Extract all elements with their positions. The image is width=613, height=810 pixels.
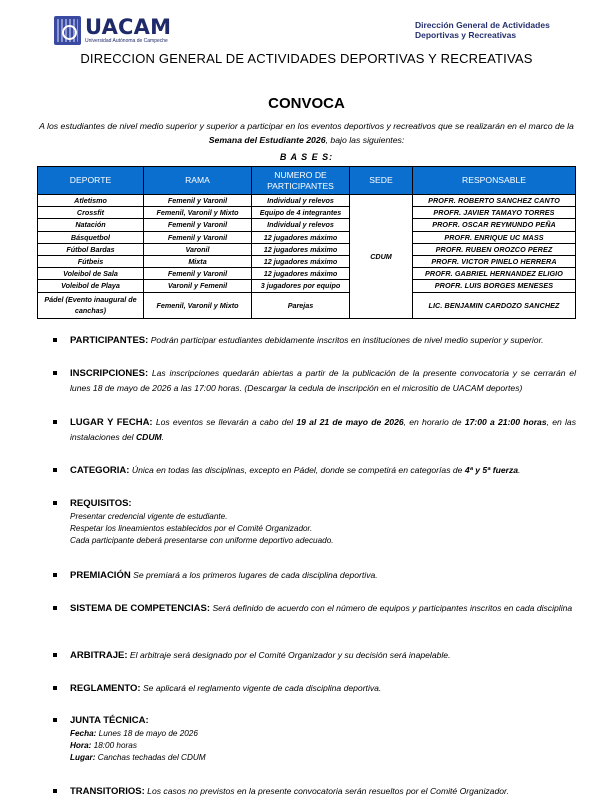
table-row: Voleibol de Playa Varonil y Femenil 3 jugadores por equipo PROFR. LUIS BORGES MENESES [38, 280, 576, 292]
col-rama: RAMA [144, 167, 252, 195]
col-responsable: RESPONSABLE [413, 167, 576, 195]
bullet-icon [53, 789, 57, 793]
logo-subtitle: Universidad Autónoma de Campeche [85, 37, 168, 44]
requisito-line: Presentar credencial vigente de estudiante. [70, 512, 228, 521]
requisito-line: Respetar los lineamientos establecidos por el Comité Organizador. [70, 524, 313, 533]
page-title: DIRECCION GENERAL DE ACTIVIDADES DEPORTIVAS Y RECREATIVAS [80, 51, 533, 66]
bullet-icon [53, 686, 57, 690]
section-arbitraje: ARBITRAJE: El arbitraje será designado por el Comité Organizador y su decisión será inapelable. [70, 648, 576, 663]
table-row: Fútbeis Mixta 12 jugadores máximo PROFR. VICTOR PINELO HERRERA [38, 255, 576, 267]
section-sistema: SISTEMA DE COMPETENCIAS: Será definido de acuerdo con el número de equipos y participantes inscritos en cada disciplina [70, 601, 576, 616]
section-inscripciones: INSCRIPCIONES: Las inscripciones quedarán abiertas a partir de la publicación de la presente convocatoria y se cerrarán el lunes 18 de mayo de 2026 a las 17:00 horas. (Descargar la cedula de inscripción en el micrositio de UACAM deportes) [70, 366, 576, 396]
bullet-icon [53, 653, 57, 657]
bullet-icon [53, 371, 57, 375]
col-sede: SEDE [350, 167, 413, 195]
requisito-line: Cada participante deberá presentarse con uniforme deportivo adecuado. [70, 536, 334, 545]
table-row: Pádel (Evento inaugural de canchas) Femenil, Varonil y Mixto Parejas LIC. BENJAMIN CARDOZO SANCHEZ [38, 292, 576, 318]
convoca-heading: CONVOCA [268, 95, 345, 112]
col-numero: NUMERO DE PARTICIPANTES [252, 167, 350, 195]
junta-hora: Hora: 18:00 horas [70, 741, 137, 750]
bullet-icon [53, 420, 57, 424]
bullet-icon [53, 468, 57, 472]
table-row: Fútbol Bardas Varonil 12 jugadores máximo PROFR. RUBEN OROZCO PEREZ [38, 243, 576, 255]
bullet-icon [53, 338, 57, 342]
logo-wordmark: UACAM [85, 14, 172, 39]
bullet-icon [53, 573, 57, 577]
sede-cell: CDUM [350, 195, 413, 319]
intro-paragraph: A los estudiantes de nivel medio superior y superior a participar en los eventos deportivos y recreativos que se realizarán en el marco de la Semana del Estudiante 2026, bajo las siguientes: [39, 121, 574, 145]
bullet-icon [53, 501, 57, 505]
table-row: Atletismo Femenil y Varonil Individual y relevos CDUM PROFR. ROBERTO SANCHEZ CANTO [38, 195, 576, 207]
section-junta-tecnica: JUNTA TÉCNICA: Fecha: Lunes 18 de mayo de 2026 Hora: 18:00 horas Lugar: Canchas techadas del CDUM [70, 713, 576, 764]
department-tag: Dirección General de Actividades Deportivas y Recreativas [415, 20, 550, 40]
bullet-icon [53, 718, 57, 722]
col-deporte: DEPORTE [38, 167, 144, 195]
section-transitorios: TRANSITORIOS: Los casos no previstos en la presente convocatoria serán resueltos por el Comité Organizador. [70, 784, 576, 799]
section-reglamento: REGLAMENTO: Se aplicará el reglamento vigente de cada disciplina deportiva. [70, 681, 576, 696]
table-row: Básquetbol Femenil y Varonil 12 jugadores máximo PROFR. ENRIQUE UC MASS [38, 231, 576, 243]
table-row: Natación Femenil y Varonil Individual y relevos PROFR. OSCAR REYMUNDO PEÑA [38, 219, 576, 231]
section-participantes: PARTICIPANTES: Podrán participar estudiantes debidamente inscritos en instituciones de nivel medio superior y superior. [70, 333, 576, 348]
table-row: Crossfit Femenil, Varonil y Mixto Equipo de 4 integrantes PROFR. JAVIER TAMAYO TORRES [38, 207, 576, 219]
bullet-icon [53, 606, 57, 610]
section-lugar-fecha: LUGAR Y FECHA: Los eventos se llevarán a cabo del 19 al 21 de mayo de 2026, en horario de 17:00 a 21:00 horas, en las instalaciones del CDUM. [70, 415, 576, 445]
bases-heading: B A S E S: [279, 152, 334, 162]
table-row: Voleibol de Sala Femenil y Varonil 12 jugadores máximo PROFR. GABRIEL HERNANDEZ ELIGIO [38, 268, 576, 280]
section-requisitos: REQUISITOS: Presentar credencial vigente de estudiante. Respetar los lineamientos establecidos por el Comité Organizador. Cada participante deberá presentarse con uniforme deportivo adecuado. [70, 496, 576, 547]
junta-lugar: Lugar: Canchas techadas del CDUM [70, 753, 206, 762]
junta-fecha: Fecha: Lunes 18 de mayo de 2026 [70, 729, 198, 738]
section-premiacion: PREMIACIÓN Se premiará a los primeros lugares de cada disciplina deportiva. [70, 568, 576, 583]
section-categoria: CATEGORIA: Única en todas las disciplinas, excepto en Pádel, donde se competirá en categorías de 4ª y 5ª fuerza. [70, 463, 576, 478]
